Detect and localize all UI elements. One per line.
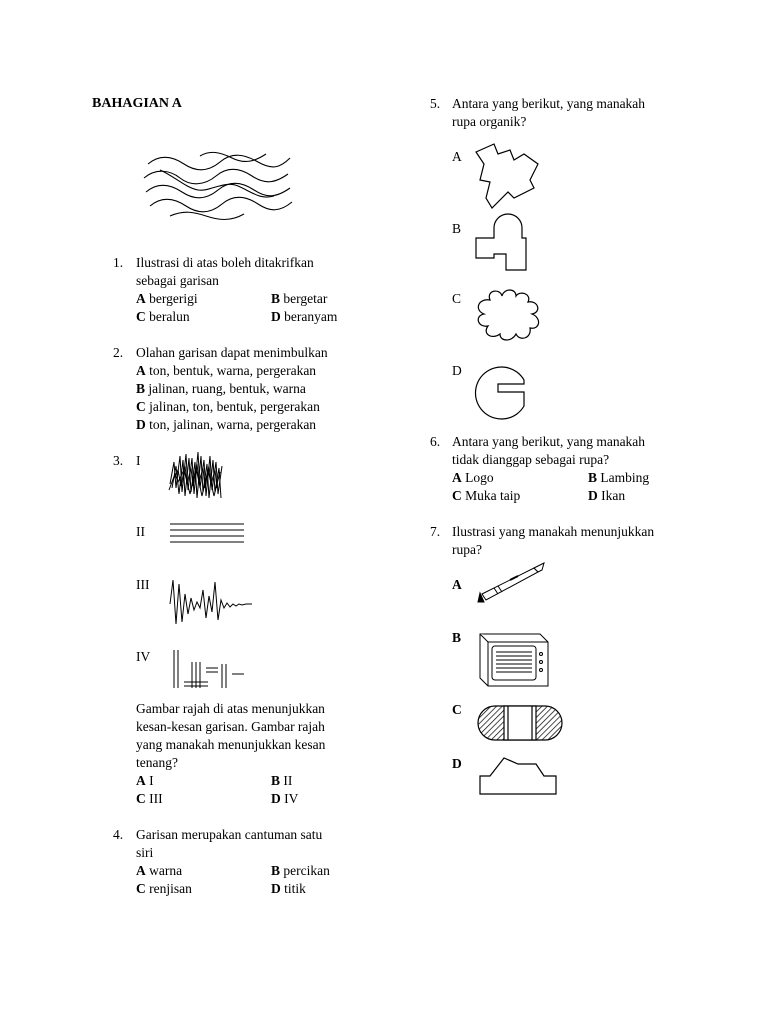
question-6-option-a[interactable]	[452, 469, 494, 487]
angular-shape-figure[interactable]	[472, 140, 552, 212]
question-1-option-b[interactable]	[271, 290, 327, 308]
question-1-number: 1.	[113, 255, 124, 270]
question-7-text-line-1: Ilustrasi yang manakah menunjukkan	[452, 524, 655, 539]
question-4-option-a[interactable]	[136, 862, 182, 880]
option-key: A	[136, 363, 146, 378]
option-text: percikan	[283, 863, 330, 878]
question-6-option-b[interactable]	[588, 469, 649, 487]
question-1-text-line-2: sebagai garisan	[136, 273, 219, 288]
option-key: B	[271, 863, 281, 878]
option-text: beranyam	[284, 309, 338, 324]
option-key: D	[136, 417, 146, 432]
jagged-scribble-figure	[166, 448, 228, 502]
option-key: C	[452, 488, 462, 503]
option-text: II	[283, 773, 293, 788]
option-key: C	[136, 309, 146, 324]
question-7-label-a[interactable]: A	[452, 577, 462, 592]
question-2-text-line-1: Olahan garisan dapat menimbulkan	[136, 345, 328, 360]
option-key: D	[271, 309, 281, 324]
question-5-label-a[interactable]: A	[452, 149, 462, 164]
option-text: beralun	[149, 309, 190, 324]
option-key: C	[136, 791, 146, 806]
option-key: B	[136, 381, 146, 396]
question-2-option-b[interactable]	[136, 380, 306, 398]
option-text: jalinan, ton, bentuk, pergerakan	[149, 399, 320, 414]
question-6-number: 6.	[430, 434, 441, 449]
option-key: A	[136, 773, 146, 788]
question-1-option-d[interactable]	[271, 308, 337, 326]
question-7-label-c[interactable]: C	[452, 702, 462, 717]
option-text: bergerigi	[149, 291, 198, 306]
question-6-option-c[interactable]	[452, 487, 520, 505]
question-1-text-line-1: Ilustrasi di atas boleh ditakrifkan	[136, 255, 314, 270]
question-3-option-a[interactable]	[136, 772, 154, 790]
question-2-number: 2.	[113, 345, 124, 360]
question-4-number: 4.	[113, 827, 124, 842]
option-key: D	[588, 488, 598, 503]
question-5-text-line-2: rupa organik?	[452, 114, 527, 129]
question-6-option-d[interactable]	[588, 487, 625, 505]
question-3-number: 3.	[113, 453, 124, 468]
option-key: A	[136, 863, 146, 878]
question-2-option-d[interactable]	[136, 416, 316, 434]
question-7-text-line-2: rupa?	[452, 542, 482, 557]
question-5-label-b[interactable]: B	[452, 221, 462, 236]
pen-figure[interactable]	[474, 560, 550, 606]
wavy-lines-illustration	[140, 146, 300, 226]
question-3-option-c[interactable]	[136, 790, 163, 808]
option-text: I	[149, 773, 154, 788]
question-7-label-b[interactable]: B	[452, 630, 462, 645]
option-key: B	[271, 773, 281, 788]
option-text: IV	[284, 791, 299, 806]
option-text: Ikan	[601, 488, 626, 503]
question-3-text-line-3: yang manakah menunjukkan kesan	[136, 737, 326, 752]
question-1-option-c[interactable]	[136, 308, 190, 326]
option-key: C	[136, 881, 146, 896]
option-text: titik	[284, 881, 306, 896]
option-text: bergetar	[283, 291, 328, 306]
question-7-label-d[interactable]: D	[452, 756, 462, 771]
option-text: ton, bentuk, warna, pergerakan	[149, 363, 317, 378]
parallel-lines-figure	[168, 520, 248, 546]
figure-label-ii: II	[136, 524, 145, 539]
figure-label-iv: IV	[136, 649, 151, 664]
option-key: A	[452, 470, 462, 485]
question-4-option-d[interactable]	[271, 880, 306, 898]
option-key: D	[271, 881, 281, 896]
option-text: Muka taip	[465, 488, 521, 503]
option-text: jalinan, ruang, bentuk, warna	[148, 381, 306, 396]
question-3-text-line-1: Gambar rajah di atas menunjukkan	[136, 701, 325, 716]
radio-box-figure[interactable]	[474, 628, 554, 690]
question-3-option-d[interactable]	[271, 790, 298, 808]
bandage-figure[interactable]	[474, 700, 566, 746]
question-7-number: 7.	[430, 524, 441, 539]
option-key: C	[136, 399, 146, 414]
option-text: Logo	[465, 470, 494, 485]
question-4-option-c[interactable]	[136, 880, 192, 898]
question-4-option-b[interactable]	[271, 862, 330, 880]
question-6-text-line-1: Antara yang berikut, yang manakah	[452, 434, 646, 449]
decaying-wave-figure	[168, 574, 254, 630]
question-5-label-d[interactable]: D	[452, 363, 462, 378]
vertical-bars-figure	[168, 648, 248, 692]
question-3-text-line-2: kesan-kesan garisan. Gambar rajah	[136, 719, 325, 734]
pacman-shape-figure[interactable]	[472, 362, 534, 424]
question-5-label-c[interactable]: C	[452, 291, 462, 306]
question-5-number: 5.	[430, 96, 441, 111]
option-key: B	[271, 291, 281, 306]
geometric-shape-figure[interactable]	[472, 214, 534, 276]
option-text: warna	[149, 863, 183, 878]
option-text: Lambing	[600, 470, 650, 485]
option-key: A	[136, 291, 146, 306]
question-1-option-a[interactable]	[136, 290, 198, 308]
option-text: renjisan	[149, 881, 192, 896]
figure-label-iii: III	[136, 577, 150, 592]
option-key: B	[588, 470, 598, 485]
question-5-text-line-1: Antara yang berikut, yang manakah	[452, 96, 646, 111]
option-key: D	[271, 791, 281, 806]
question-3-option-b[interactable]	[271, 772, 292, 790]
profile-shape-figure[interactable]	[474, 752, 564, 798]
question-6-text-line-2: tidak dianggap sebagai rupa?	[452, 452, 610, 467]
organic-shape-figure[interactable]	[472, 286, 552, 346]
question-2-option-c[interactable]	[136, 398, 320, 416]
question-4-text-line-2: siri	[136, 845, 154, 860]
figure-label-i: I	[136, 453, 141, 468]
question-2-option-a[interactable]	[136, 362, 316, 380]
option-text: III	[149, 791, 163, 806]
option-text: ton, jalinan, warna, pergerakan	[149, 417, 317, 432]
question-3-text-line-4: tenang?	[136, 755, 178, 770]
question-4-text-line-1: Garisan merupakan cantuman satu	[136, 827, 323, 842]
section-title: BAHAGIAN A	[92, 96, 182, 111]
